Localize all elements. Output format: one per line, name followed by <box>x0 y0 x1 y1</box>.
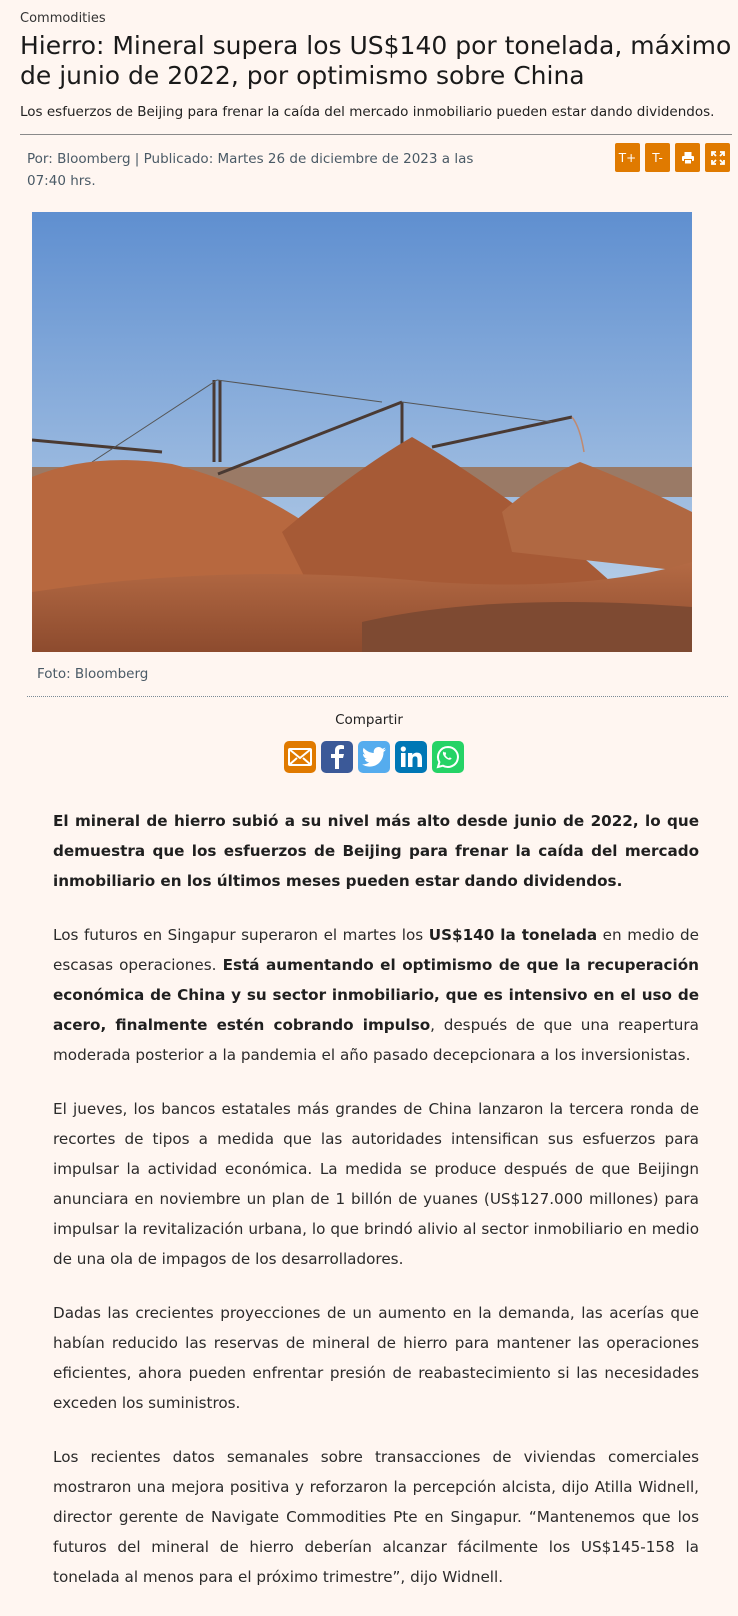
article-photo <box>32 212 692 652</box>
iron-ore-stockpile-photo <box>32 212 692 652</box>
bold-text: US$140 la tonelada <box>428 926 598 944</box>
share-buttons <box>284 741 464 773</box>
facebook-icon <box>329 745 345 769</box>
article-body <box>53 806 699 1616</box>
divider <box>27 696 728 697</box>
font-increase-button[interactable]: T+ <box>615 143 640 172</box>
paragraph <box>53 920 699 1070</box>
text-span: , después de que una reapertura moderada posterior a la pandemia el año pasado decepcionara a los inversionistas. <box>53 1016 699 1064</box>
text-span: en medio de escasas operaciones. <box>53 926 700 974</box>
section-label[interactable]: Commodities <box>20 11 106 26</box>
whatsapp-icon <box>436 745 460 769</box>
print-button[interactable] <box>675 143 700 172</box>
paragraph: Dadas las crecientes proyecciones de un aumento en la demanda, las acerías que habían reducido las reservas de mineral de hierro para mantener las operaciones eficientes, ahora pueden enfrentar presión de reabastecimiento si las necesidades exceden los suministros. <box>53 1304 699 1412</box>
font-decrease-button[interactable]: T- <box>645 143 670 172</box>
print-icon <box>681 151 695 165</box>
share-email-button[interactable] <box>284 741 316 773</box>
text-span: Los futuros en Singapur superaron el martes los <box>53 926 429 944</box>
fullscreen-button[interactable] <box>705 143 730 172</box>
bold-text: Está aumentando el optimismo de que la recuperación económica de China y su sector inmobiliario, que es intensivo en el uso de acero, finalmente estén cobrando impulso <box>53 956 699 1034</box>
share-linkedin-button[interactable] <box>395 741 427 773</box>
paragraph-lead: El mineral de hierro subió a su nivel más alto desde junio de 2022, lo que demuestra que los esfuerzos de Beijing para frenar la caída del mercado inmobiliario en los últimos meses pueden estar dando dividendos. <box>53 812 699 890</box>
photo-caption: Foto: Bloomberg <box>37 666 149 682</box>
expand-icon <box>711 151 725 165</box>
article-headline: Hierro: Mineral supera los US$140 por tonelada, máximo de junio de 2022, por optimismo sobre China <box>20 31 732 90</box>
email-icon <box>288 748 312 766</box>
share-facebook-button[interactable] <box>321 741 353 773</box>
linkedin-icon <box>400 746 422 768</box>
share-whatsapp-button[interactable] <box>432 741 464 773</box>
article-subheadline: Los esfuerzos de Beijing para frenar la caída del mercado inmobiliario pueden estar dando dividendos. <box>20 104 715 120</box>
paragraph: El jueves, los bancos estatales más grandes de China lanzaron la tercera ronda de recortes de tipos a medida que las autoridades intensifican sus esfuerzos para impulsar la actividad económica. La medida se produce después de que Beijingn anunciara en noviembre un plan de 1 billón de yuanes (US$127.000 millones) para impulsar la revitalización urbana, lo que brindó alivio al sector inmobiliario en medio de una ola de impagos de los desarrolladores. <box>53 1100 699 1268</box>
divider <box>20 134 732 135</box>
share-twitter-button[interactable] <box>358 741 390 773</box>
article-byline: Por: Bloomberg | Publicado: Martes 26 de diciembre de 2023 a las 07:40 hrs. <box>27 151 474 189</box>
paragraph: Los recientes datos semanales sobre transacciones de viviendas comerciales mostraron una mejora positiva y reforzaron la percepción alcista, dijo Atilla Widnell, director gerente de Navigate Commodities Pte en Singapur. “Mantenemos que los futuros del mineral de hierro deberían alcanzar fácilmente los US$145-158 la tonelada al menos para el próximo trimestre”, dijo Widnell. <box>53 1448 699 1586</box>
twitter-icon <box>362 747 386 767</box>
share-label: Compartir <box>335 712 403 728</box>
article-tools <box>615 143 730 172</box>
